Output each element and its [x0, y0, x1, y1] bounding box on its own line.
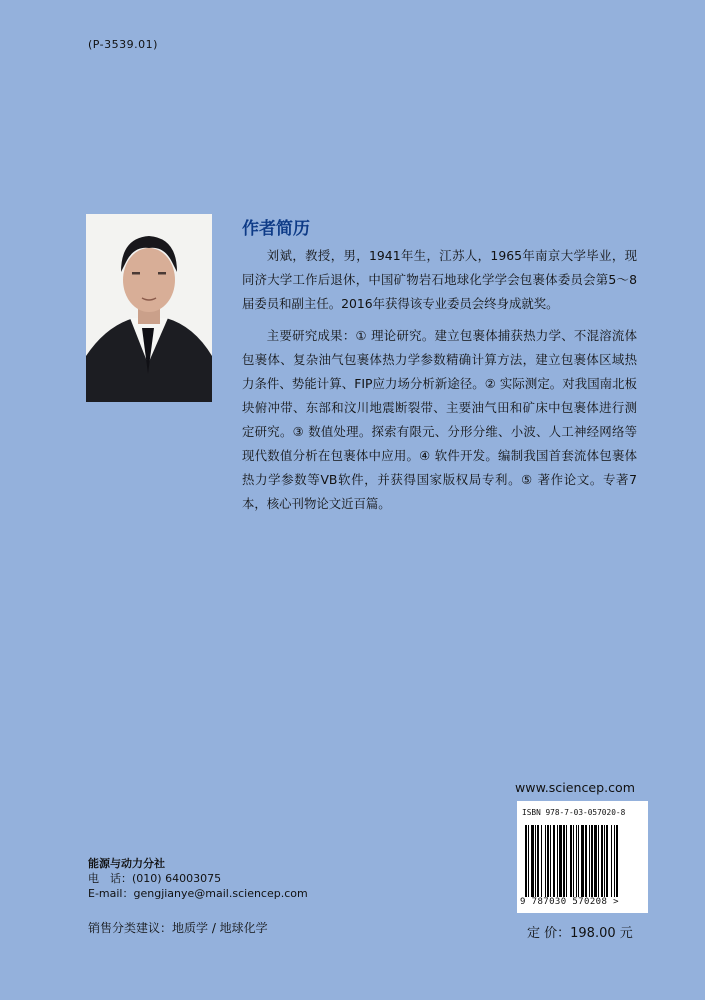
- publisher-email[interactable]: E-mail：gengjianye@mail.sciencep.com: [88, 887, 308, 900]
- publisher-phone: 电 话：(010) 64003075: [88, 872, 222, 885]
- sales-category: 销售分类建议：地质学 / 地球化学: [88, 921, 268, 935]
- barcode-bars: [525, 825, 639, 897]
- publisher-name: 能源与动力分社: [88, 857, 165, 870]
- bio-paragraph-research: 主要研究成果：① 理论研究。建立包裹体捕获热力学、不混溶流体包裹体、复杂油气包裹体热力学参数精确计算方法，建立包裹体区域热力条件、势能计算、FIP应力场分析新途径。② 实际测定。对我国南北板块俯冲带、东部和汶川地震断裂带、主要油气田和矿床中包裹体进行测定研究。③ 数值处理。探索有限元、分形分维、小波、人工神经网络等现代数值分析在包裹体中应用。④ 软件开发。编制我国首套流体包裹体热力学参数等VB软件，并获得国家版权局专利。⑤ 著作论文。专著7本，核心刊物论文近百篇。: [242, 328, 637, 511]
- catalog-code: (P-3539.01): [88, 38, 158, 51]
- publisher-info: [88, 856, 308, 901]
- author-photo: [86, 214, 212, 402]
- bio-paragraph-personal: 刘斌，教授，男，1941年生，江苏人，1965年南京大学毕业，现同济大学工作后退休，中国矿物岩石地球化学学会包裹体委员会第5～8届委员和副主任。2016年获得该专业委员会终身成就奖。: [242, 248, 637, 311]
- isbn-label: ISBN 978-7-03-057020-8: [522, 808, 626, 817]
- price: 定 价：198.00 元: [527, 926, 633, 941]
- isbn-number: 9 787030 570208 >: [520, 897, 619, 907]
- author-bio: [242, 244, 637, 516]
- isbn-barcode: [517, 801, 648, 913]
- author-bio-title: 作者简历: [242, 219, 310, 239]
- publisher-website[interactable]: www.sciencep.com: [515, 780, 636, 795]
